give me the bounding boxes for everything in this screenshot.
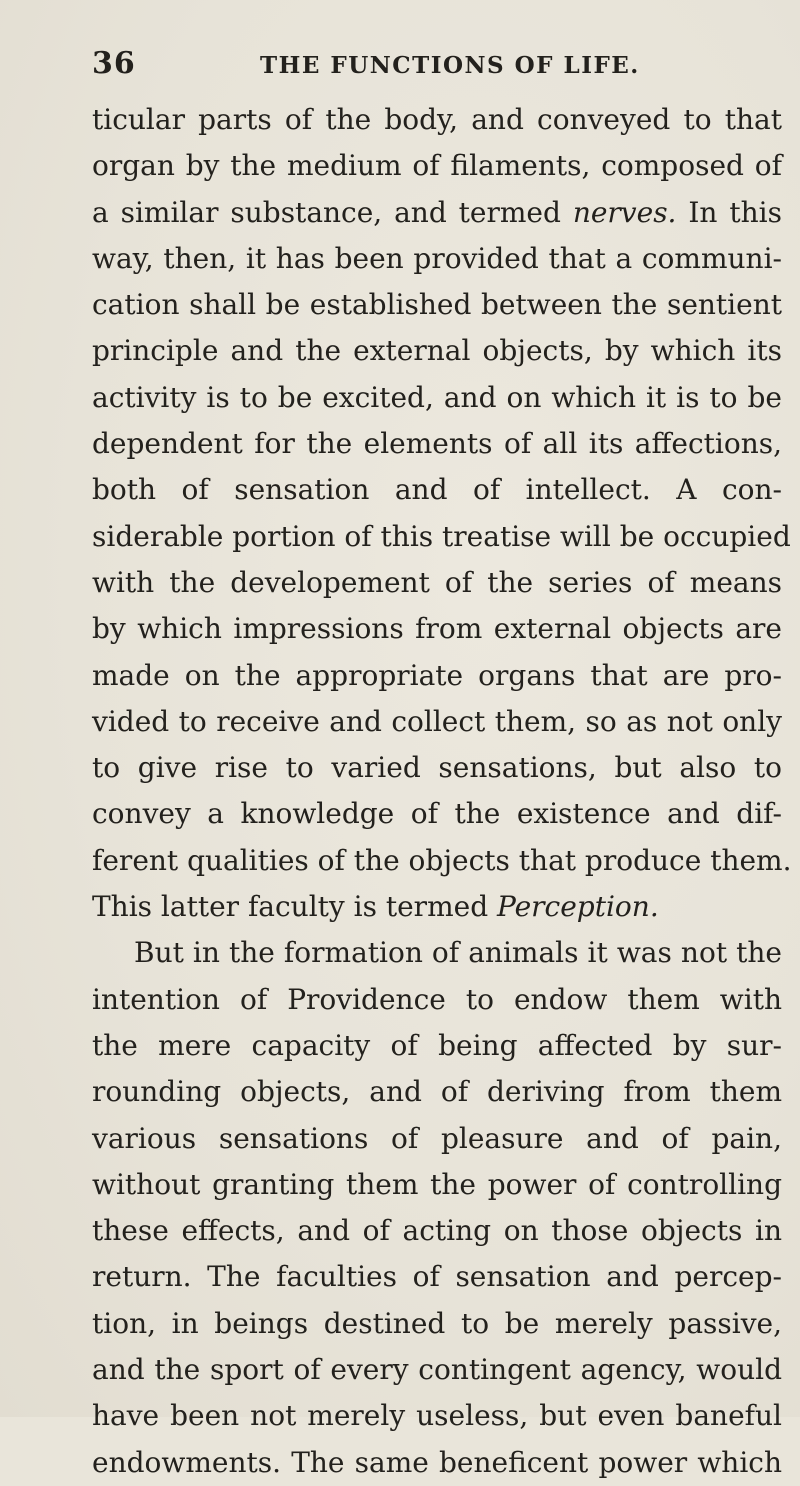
text-line: ticular parts of the body, and conveyed to that [92,103,782,136]
text-line: these effects, and of acting on those objects in [92,1214,782,1248]
text-run: a similar substance, and termed [92,195,573,229]
text-line: to give rise to varied sensations, but also to [92,751,782,785]
text-line: vided to receive and collect them, so as not only [92,704,782,738]
text-line: convey a knowledge of the existence and dif- [92,797,782,831]
text-run: This latter faculty is termed [92,890,498,924]
text-line: intention of Providence to endow them with [92,982,782,1016]
text-line: cation shall be established between the sentient [92,288,782,322]
text-line: siderable portion of this treatise will be occupied [92,519,791,553]
body-text [92,97,792,1486]
text-line: endowments. The same beneficent power which [92,1445,782,1479]
text-line: dependent for the elements of all its affections, [92,427,782,461]
text-line: without granting them the power of controlling [92,1167,782,1201]
text-line: with the developement of the series of means [92,565,782,599]
text-line: by which impressions from external objects are [92,612,782,646]
text-line [92,884,782,930]
page-header [92,46,782,86]
text-line: return. The faculties of sensation and percep- [92,1260,782,1294]
text-line: organ by the medium of filaments, composed of [92,149,782,183]
italic-term: Perception. [497,890,659,924]
text-line: the mere capacity of being affected by sur- [92,1028,782,1062]
italic-term: nerves. [572,195,677,229]
text-line [92,190,782,236]
text-line: both of sensation and of intellect. A con- [92,473,782,507]
text-line: principle and the external objects, by which its [92,334,782,368]
text-line: rounding objects, and of deriving from them [92,1075,782,1109]
text-line-paragraph-start: But in the formation of animals it was not the [134,936,782,970]
text-line: made on the appropriate organs that are pro- [92,658,782,692]
text-line: ferent qualities of the objects that produce them. [92,843,792,877]
page-number: 36 [92,46,136,81]
text-line: have been not merely useless, but even baneful [92,1399,782,1433]
text-run: In this [676,195,782,229]
text-line: way, then, it has been provided that a communi- [92,241,782,275]
text-line: various sensations of pleasure and of pain, [92,1121,782,1155]
text-line: tion, in beings destined to be merely passive, [92,1306,782,1340]
text-line: and the sport of every contingent agency, would [92,1353,782,1387]
text-line: activity is to be excited, and on which it is to be [92,380,782,414]
running-head: THE FUNCTIONS OF LIFE. [260,52,640,79]
